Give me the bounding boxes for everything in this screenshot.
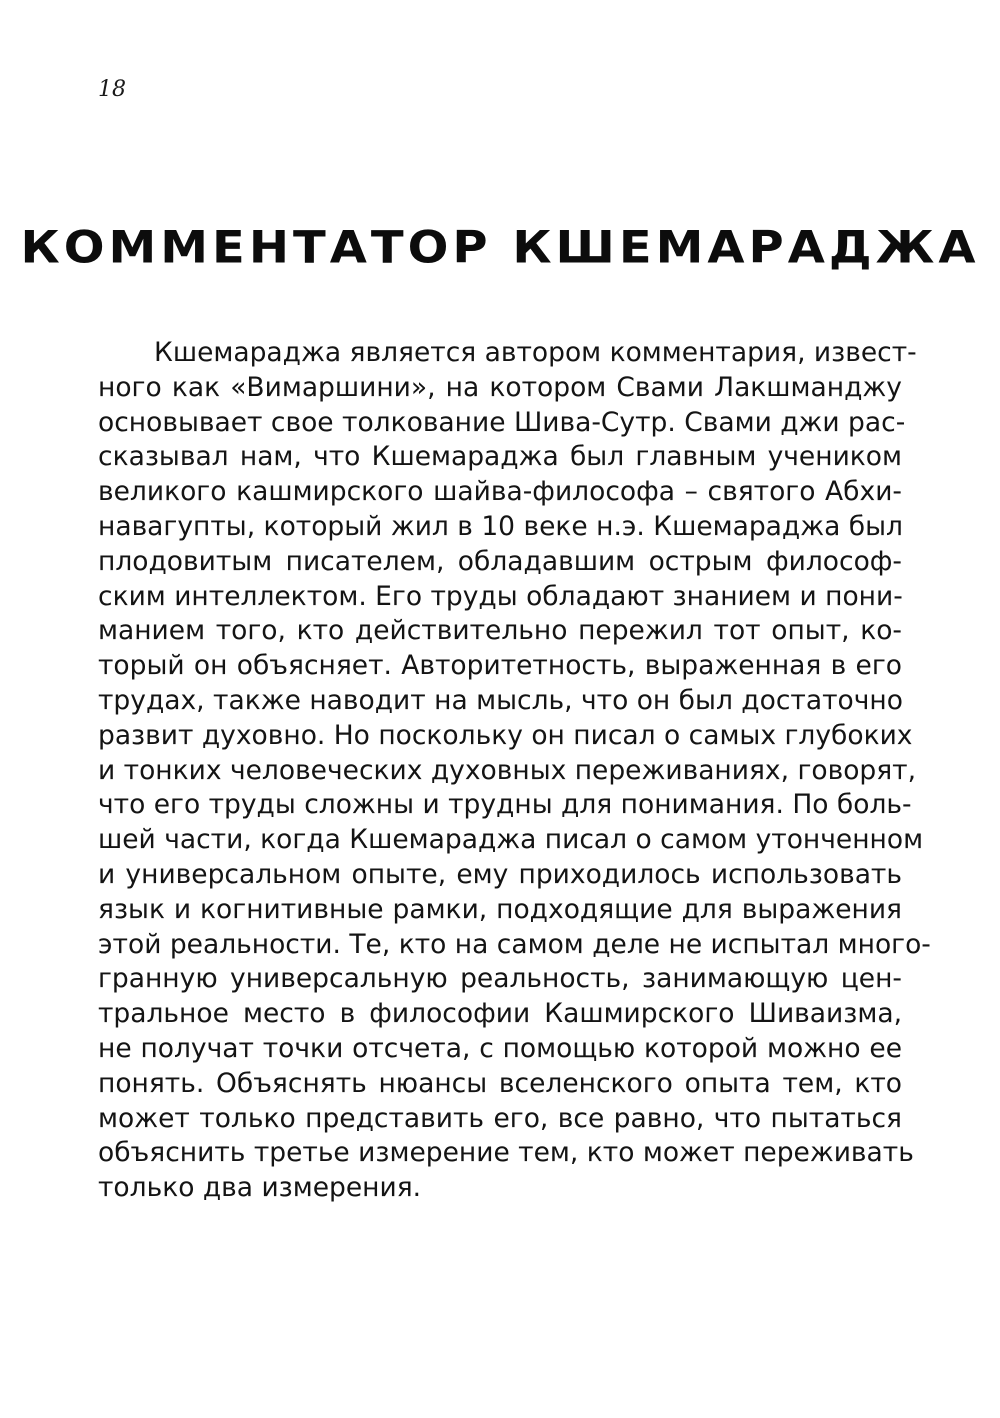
- text-line: плодовитым писателем, обладавшим острым философ-: [98, 545, 902, 577]
- text-line: объяснить третье измерение тем, кто может переживать: [98, 1137, 914, 1169]
- page-number: 18: [98, 77, 126, 102]
- text-line: и универсальном опыте, ему приходилось использовать: [98, 858, 902, 890]
- text-line: Кшемараджа является автором комментария, извест-: [154, 337, 917, 368]
- text-line: основывает свое толкование Шива-Сутр. Свами джи рас-: [98, 406, 906, 438]
- chapter-title: КОММЕНТАТОР КШЕМАРАДЖА: [20, 222, 980, 274]
- text-line: торый он объясняет. Авторитетность, выраженная в его: [98, 650, 902, 682]
- text-line: тральное место в философии Кашмирского Шиваизма,: [98, 998, 902, 1030]
- text-line: не получат точки отсчета, с помощью которой можно ее: [98, 1032, 902, 1064]
- text-line: манием того, кто действительно пережил тот опыт, ко-: [98, 615, 902, 647]
- text-line: только два измерения.: [98, 1172, 422, 1204]
- text-line: гранную универсальную реальность, занимающую цен-: [98, 963, 902, 995]
- text-line: трудах, также наводит на мысль, что он был достаточно: [98, 684, 903, 716]
- text-line: и тонких человеческих духовных переживаниях, говорят,: [98, 754, 917, 786]
- text-line: навагупты, который жил в 10 веке н.э. Кшемараджа был: [98, 510, 903, 542]
- text-line: язык и когнитивные рамки, подходящие для выражения: [98, 893, 902, 925]
- text-line: великого кашмирского шайва-философа – святого Абхи-: [98, 476, 902, 508]
- text-line: может только представить его, все равно, что пытаться: [98, 1102, 902, 1134]
- body-paragraph: [98, 336, 931, 1206]
- text-line: ским интеллектом. Его труды обладают знанием и пони-: [98, 580, 903, 612]
- text-line: сказывал нам, что Кшемараджа был главным учеником: [98, 441, 902, 473]
- text-line: ного как «Вимаршини», на котором Свами Лакшманджу: [98, 371, 902, 403]
- text-line: шей части, когда Кшемараджа писал о самом утонченном: [98, 824, 924, 856]
- text-line: развит духовно. Но поскольку он писал о самых глубоких: [98, 719, 913, 751]
- text-line: этой реальности. Те, кто на самом деле не испытал много-: [98, 928, 931, 960]
- text-line: понять. Объяснять нюансы вселенского опыта тем, кто: [98, 1067, 902, 1099]
- text-line: что его труды сложны и трудны для понимания. По боль-: [98, 789, 912, 821]
